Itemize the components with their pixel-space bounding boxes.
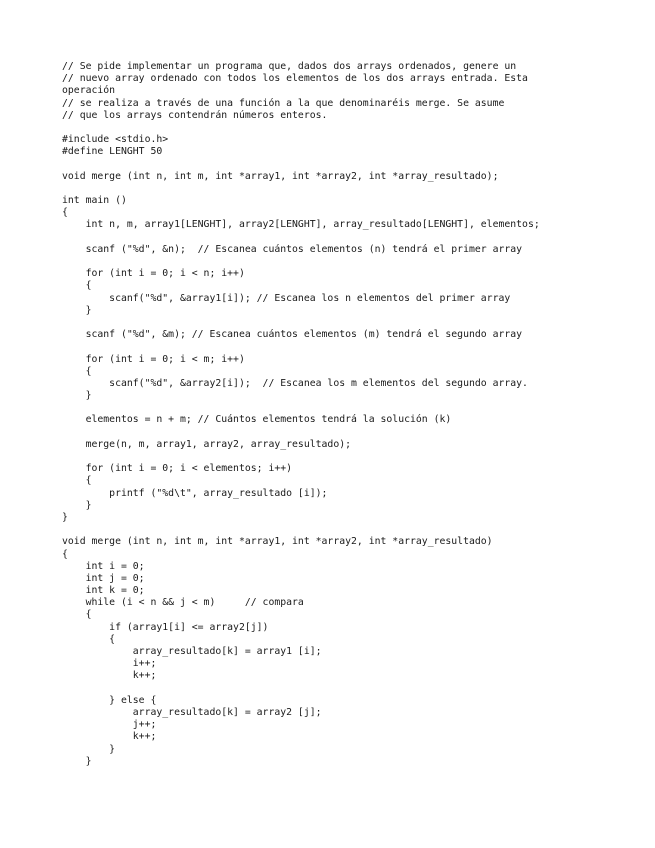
code-line — [62, 683, 632, 695]
code-line: int j = 0; — [62, 572, 145, 584]
code-line: array_resultado[k] = array1 [i]; — [62, 646, 322, 657]
code-line: array_resultado[k] = array2 [j]; — [62, 706, 322, 718]
code-line: } — [62, 390, 92, 402]
code-line: #include <stdio.h> — [62, 134, 169, 146]
code-line: for (int i = 0; i < m; i++) — [62, 353, 245, 365]
code-line — [62, 402, 632, 414]
code-line: } — [62, 743, 116, 755]
code-line: for (int i = 0; i < n; i++) — [62, 268, 245, 280]
code-line: { — [62, 633, 116, 645]
code-line: k++; — [62, 731, 157, 743]
code-line: int n, m, array1[LENGHT], array2[LENGHT], array_resultado[LENGHT], elementos; — [62, 219, 540, 231]
code-line: int i = 0; — [62, 560, 145, 572]
code-line: #define LENGHT 50 — [62, 146, 163, 158]
code-line — [62, 232, 632, 244]
code-line: // nuevo array ordenado con todos los elementos de los dos arrays entrada. Esta — [62, 73, 528, 85]
code-line: // Se pide implementar un programa que, dados dos arrays ordenados, genere un — [62, 61, 517, 72]
code-line: printf ("%d\t", array_resultado [i]); — [62, 487, 328, 499]
code-line: } — [62, 499, 92, 511]
code-line: scanf ("%d", &m); // Escanea cuántos elementos (m) tendrá el segundo array — [62, 329, 523, 341]
code-line: } — [62, 755, 92, 767]
code-line: } — [62, 511, 68, 523]
code-line: // se realiza a través de una función a la que denominaréis merge. Se asume — [62, 97, 505, 109]
code-line — [62, 256, 632, 268]
code-line: for (int i = 0; i < elementos; i++) — [62, 463, 293, 475]
code-line — [62, 524, 632, 536]
code-line: void merge (int n, int m, int *array1, int *array2, int *array_resultado); — [62, 170, 499, 182]
code-line: } — [62, 304, 92, 316]
code-line: { — [62, 280, 92, 292]
code-line: i++; — [62, 658, 157, 670]
code-line: { — [62, 475, 92, 487]
code-line: if (array1[i] <= array2[j]) — [62, 621, 269, 633]
code-line — [62, 317, 632, 329]
code-line: scanf("%d", &array1[i]); // Escanea los n elementos del primer array — [62, 292, 511, 304]
code-line: scanf ("%d", &n); // Escanea cuántos elementos (n) tendrá el primer array — [62, 243, 523, 255]
code-line: // que los arrays contendrán números enteros. — [62, 109, 328, 121]
code-line: { — [62, 609, 92, 621]
code-line: k++; — [62, 670, 157, 682]
code-line: j++; — [62, 719, 157, 731]
code-line: { — [62, 548, 68, 560]
code-line — [62, 341, 632, 353]
code-line: elementos = n + m; // Cuántos elementos tendrá la solución (k) — [62, 414, 452, 426]
code-line — [62, 122, 632, 134]
code-line: while (i < n && j < m) // compara — [62, 597, 304, 609]
code-line — [62, 159, 632, 171]
code-line: scanf("%d", &array2[i]); // Escanea los m elementos del segundo array. — [62, 377, 528, 389]
code-line: merge(n, m, array1, array2, array_resultado); — [62, 438, 352, 450]
code-line — [62, 427, 632, 439]
code-line: int k = 0; — [62, 585, 145, 597]
code-line: { — [62, 207, 68, 219]
code-block — [62, 61, 632, 768]
code-line — [62, 183, 632, 195]
code-line: void merge (int n, int m, int *array1, int *array2, int *array_resultado) — [62, 536, 493, 548]
code-line — [62, 451, 632, 463]
code-line: int main () — [62, 195, 127, 207]
code-line: operación — [62, 85, 116, 97]
code-line: { — [62, 365, 92, 377]
code-line: } else { — [62, 694, 157, 706]
